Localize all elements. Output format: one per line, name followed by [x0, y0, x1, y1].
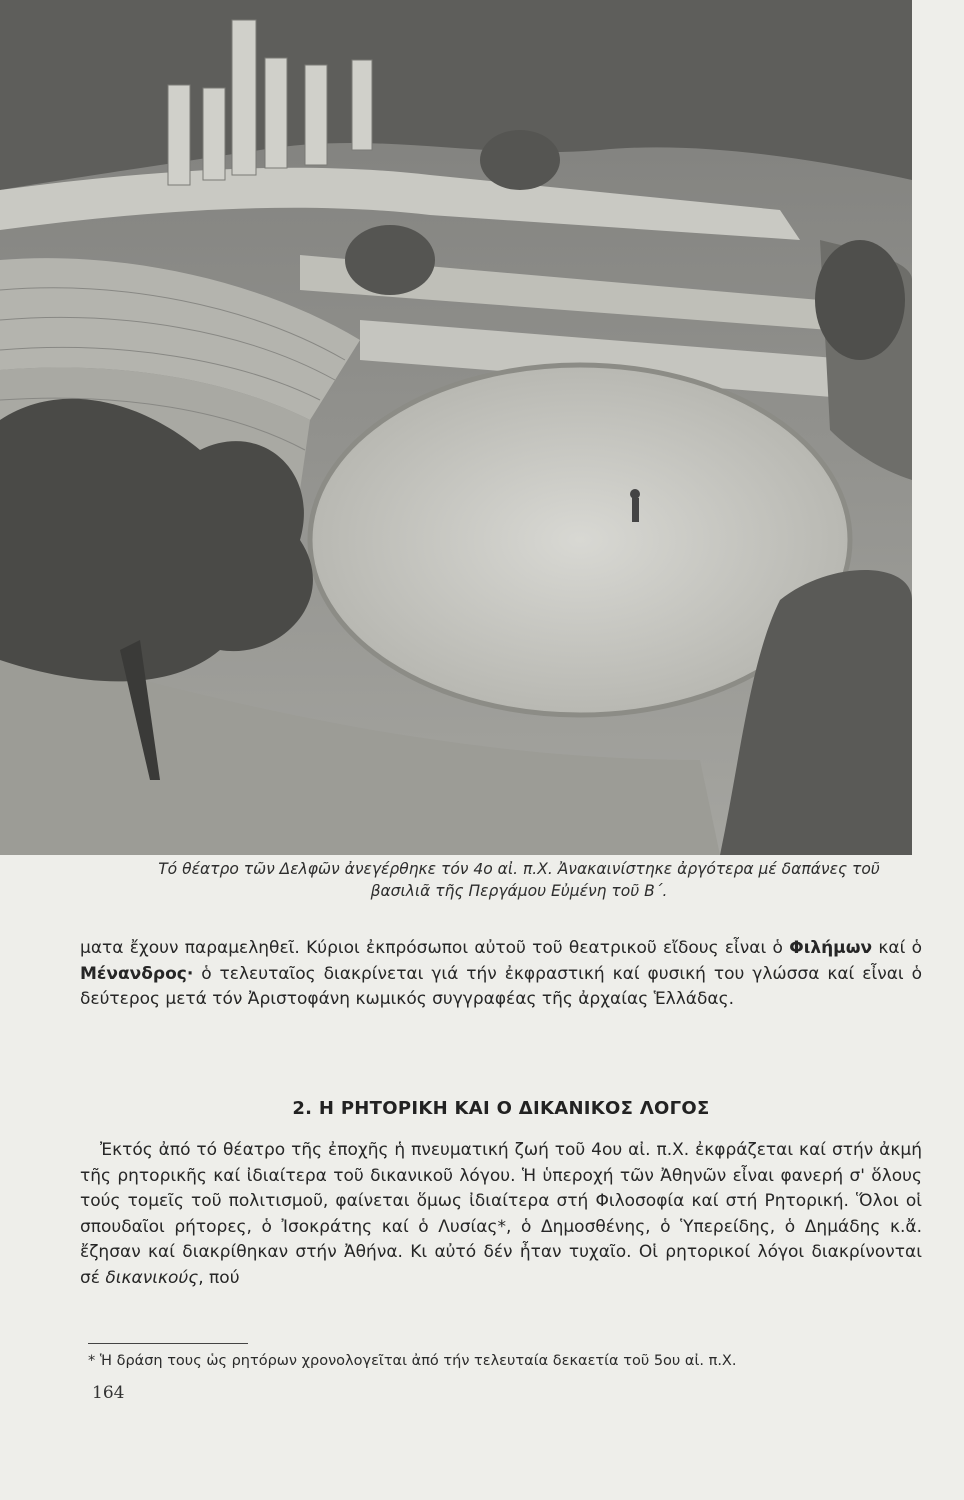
paragraph-2-end: , πού [198, 1267, 240, 1288]
paragraph-2-body: Ἐκτός ἀπό τό θέατρο τῆς ἐποχῆς ἡ πνευματική ζωή τοῦ 4ου αἰ. π.Χ. ἐκφράζεται καί στήν ἀκμή τῆς ρητορικῆς καί ἰδιαίτερα τοῦ δικανικοῦ λόγου. Ἡ ὑπεροχή τῶν Ἀθηνῶν εἶναι φανερή σ' ὅλους τούς τομεῖς τοῦ πολιτισμοῦ, φαίνεται ὅμως ἰδιαίτερα στή Φιλοσοφία καί στή Ρητορική. Ὅλοι οἱ σπουδαῖοι ρήτορες, ὁ Ἰσοκράτης καί ὁ Λυσίας*, ὁ Δημοσθένης, ὁ Ὑπερείδης, ὁ Δημάδης κ.ἄ. ἔζησαν καί διακρίθηκαν στήν Ἀθήνα. Κι αὐτό δέν ἦταν τυχαῖο. Οἱ ρητορικοί λόγοι διακρίνονται σέ [80, 1140, 922, 1288]
caption-line-1: Τό θέατρο τῶν Δελφῶν ἀνεγέρθηκε τόν 4ο αἰ. π.Χ. Ἀνακαινίστηκε ἀργότερα μέ δαπάνες τοῦ [158, 860, 880, 878]
caption-line-2: βασιλιᾶ τῆς Περγάμου Εὐμένη τοῦ Β΄. [370, 882, 668, 900]
name-menander: Μένανδρος· [80, 963, 194, 984]
footnote: * Ἡ δράση τους ὡς ρητόρων χρονολογεῖται ἀπό τήν τελευταία δεκαετία τοῦ 5ου αἰ. π.Χ. [88, 1353, 737, 1369]
paragraph-1-start: ματα ἔχουν παραμεληθεῖ. Κύριοι ἐκπρόσωποι αὐτοῦ τοῦ θεατρικοῦ εἴδους εἶναι ὁ [80, 938, 790, 958]
photo-caption [88, 858, 950, 902]
paragraph-1-mid: καί ὁ [872, 938, 923, 958]
section-heading: 2. Η ΡΗΤΟΡΙΚΗ ΚΑΙ Ο ΔΙΚΑΝΙΚΟΣ ΛΟΓΟΣ [292, 1098, 710, 1119]
paragraph-2-italic: δικανικούς [105, 1267, 199, 1288]
paragraph-2 [80, 1138, 922, 1291]
paragraph-1-end: ὁ τελευταῖος διακρίνεται γιά τήν ἐκφραστική καί φυσική του γλώσσα καί εἶναι ὁ δεύτερος μετά τόν Ἀριστοφάνη κωμικός συγγραφέας τῆς ἀρχαίας Ἑλλάδας. [80, 963, 922, 1009]
name-philemon: Φιλήμων [789, 938, 873, 958]
page-number: 164 [92, 1383, 125, 1403]
paragraph-1 [80, 936, 922, 1013]
footnote-rule [88, 1343, 248, 1344]
